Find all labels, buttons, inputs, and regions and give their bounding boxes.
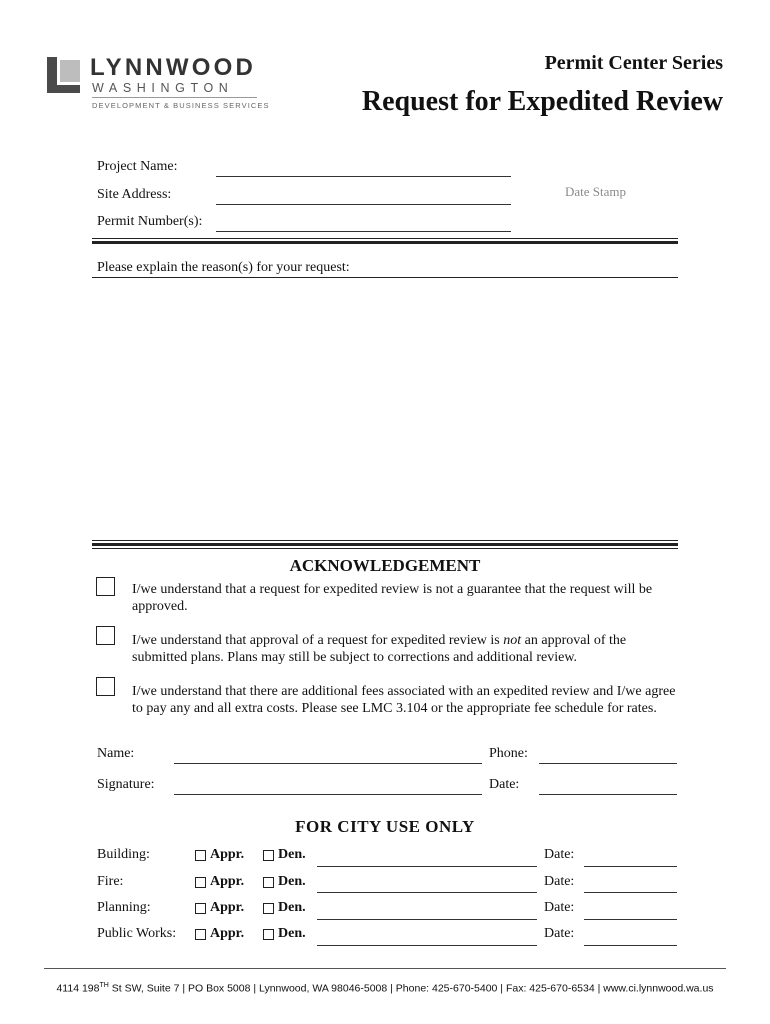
permit-number-label: Permit Number(s): bbox=[97, 214, 203, 229]
public-works-appr-option[interactable]: Appr. bbox=[195, 926, 244, 942]
phone-field[interactable] bbox=[539, 763, 677, 764]
ack-text-1: I/we understand that a request for expedited review is not a guarantee that the request will be approved. bbox=[132, 582, 653, 614]
logo-department: DEVELOPMENT & BUSINESS SERVICES bbox=[92, 101, 270, 110]
checkbox-icon bbox=[263, 850, 274, 861]
checkbox-icon bbox=[263, 877, 274, 888]
building-date-label: Date: bbox=[544, 847, 575, 862]
logo-state: WASHINGTON bbox=[92, 81, 234, 95]
signature-label: Signature: bbox=[97, 777, 155, 792]
checkbox-icon bbox=[195, 903, 206, 914]
ack-checkbox-1[interactable] bbox=[96, 577, 115, 596]
fire-date-field[interactable] bbox=[584, 892, 677, 893]
site-address-label: Site Address: bbox=[97, 187, 172, 202]
city-use-title: FOR CITY USE ONLY bbox=[295, 817, 475, 836]
building-appr-option[interactable]: Appr. bbox=[195, 847, 244, 863]
public-works-den-option[interactable]: Den. bbox=[263, 926, 306, 942]
signature-field[interactable] bbox=[174, 794, 482, 795]
footer-divider bbox=[44, 968, 726, 969]
building-den-option[interactable]: Den. bbox=[263, 847, 306, 863]
series-title: Permit Center Series bbox=[544, 52, 723, 74]
project-name-field[interactable] bbox=[216, 176, 511, 177]
fire-appr-option[interactable]: Appr. bbox=[195, 874, 244, 890]
site-address-field[interactable] bbox=[216, 204, 511, 205]
building-date-field[interactable] bbox=[584, 866, 677, 867]
planning-appr-option[interactable]: Appr. bbox=[195, 900, 244, 916]
divider bbox=[92, 238, 678, 239]
public-works-date-field[interactable] bbox=[584, 945, 677, 946]
ack-text-2: I/we understand that approval of a request for expedited review is not an approval of the submitted plans. Plans may still be subject to corrections and additional review. bbox=[132, 633, 627, 665]
checkbox-icon bbox=[195, 850, 206, 861]
date-label: Date: bbox=[489, 777, 520, 792]
row-label-building: Building: bbox=[97, 847, 150, 862]
row-label-fire: Fire: bbox=[97, 874, 124, 889]
planning-date-field[interactable] bbox=[584, 919, 677, 920]
permit-number-field[interactable] bbox=[216, 231, 511, 232]
ack-text-3: I/we understand that there are additional fees associated with an expedited review and I/we agree to pay any and all extra costs. Please see LMC 3.104 or the appropriate fee schedule for rates. bbox=[132, 684, 676, 716]
building-notes-field[interactable] bbox=[317, 866, 537, 867]
name-field[interactable] bbox=[174, 763, 482, 764]
acknowledgement-title: ACKNOWLEDGEMENT bbox=[289, 556, 481, 575]
checkbox-icon bbox=[263, 929, 274, 940]
date-stamp-label: Date Stamp bbox=[565, 184, 627, 199]
logo-name: LYNNWOOD bbox=[90, 54, 257, 81]
name-label: Name: bbox=[97, 746, 135, 761]
footer-contact: 4114 198TH St SW, Suite 7 | PO Box 5008 | Lynnwood, WA 98046-5008 | Phone: 425-670-5400 | Fax: 425-670-6534 | www.ci.lynnwood.wa.us bbox=[56, 982, 714, 995]
planning-date-label: Date: bbox=[544, 900, 575, 915]
reason-underline bbox=[92, 277, 678, 278]
lynnwood-logo-mark bbox=[47, 57, 80, 93]
divider bbox=[92, 548, 678, 549]
phone-label: Phone: bbox=[489, 746, 528, 761]
ack-checkbox-3[interactable] bbox=[96, 677, 115, 696]
fire-date-label: Date: bbox=[544, 874, 575, 889]
reason-label: Please explain the reason(s) for your request: bbox=[97, 260, 350, 275]
fire-den-option[interactable]: Den. bbox=[263, 874, 306, 890]
row-label-public-works: Public Works: bbox=[97, 926, 177, 941]
divider bbox=[92, 543, 678, 546]
planning-notes-field[interactable] bbox=[317, 919, 537, 920]
date-field[interactable] bbox=[539, 794, 677, 795]
checkbox-icon bbox=[263, 903, 274, 914]
public-works-notes-field[interactable] bbox=[317, 945, 537, 946]
logo-divider bbox=[92, 97, 257, 98]
checkbox-icon bbox=[195, 929, 206, 940]
checkbox-icon bbox=[195, 877, 206, 888]
public-works-date-label: Date: bbox=[544, 926, 575, 941]
ack-checkbox-2[interactable] bbox=[96, 626, 115, 645]
planning-den-option[interactable]: Den. bbox=[263, 900, 306, 916]
row-label-planning: Planning: bbox=[97, 900, 151, 915]
divider bbox=[92, 540, 678, 541]
reason-textarea[interactable] bbox=[92, 280, 678, 535]
fire-notes-field[interactable] bbox=[317, 892, 537, 893]
form-title: Request for Expedited Review bbox=[361, 86, 723, 117]
divider bbox=[92, 241, 678, 244]
project-name-label: Project Name: bbox=[97, 159, 178, 174]
